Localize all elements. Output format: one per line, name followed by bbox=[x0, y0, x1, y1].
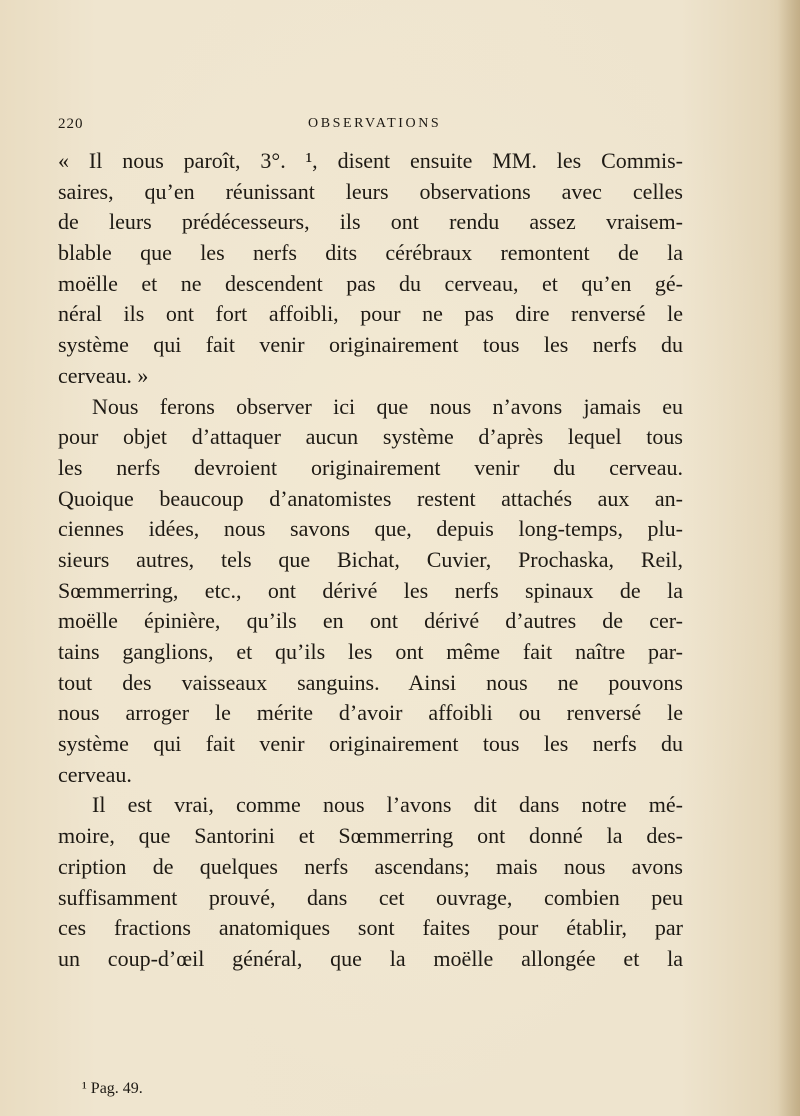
text-line: système qui fait venir originairement tous les nerfs du bbox=[58, 731, 683, 757]
page-header bbox=[58, 116, 683, 140]
text-line: cerveau. bbox=[58, 761, 132, 787]
text-line: nous arroger le mérite d’avoir affoibli ou renversé le bbox=[58, 700, 683, 726]
text-line: « Il nous paroît, 3°. ¹, disent ensuite MM. les Commis- bbox=[58, 148, 683, 173]
text-line: un coup-d’œil général, que la moëlle allongée et la bbox=[58, 945, 683, 971]
body-text bbox=[58, 146, 683, 975]
text-line: les nerfs devroient originairement venir du cerveau. bbox=[58, 454, 683, 480]
text-line: Quoique beaucoup d’anatomistes restent attachés aux an- bbox=[58, 485, 683, 511]
text-line: suffisamment prouvé, dans cet ouvrage, combien peu bbox=[58, 884, 683, 910]
text-line: moëlle épinière, qu’ils en ont dérivé d’autres de cer- bbox=[58, 608, 683, 634]
text-line: tout des vaisseaux sanguins. Ainsi nous ne pouvons bbox=[58, 669, 683, 695]
text-line: Il est vrai, comme nous l’avons dit dans notre mé- bbox=[92, 792, 683, 818]
text-line: Sœmmerring, etc., ont dérivé les nerfs spinaux de la bbox=[58, 577, 683, 603]
text-line: saires, qu’en réunissant leurs observations avec celles bbox=[58, 178, 683, 204]
text-line: ciennes idées, nous savons que, depuis long-temps, plu- bbox=[58, 516, 683, 542]
text-line: Nous ferons observer ici que nous n’avons jamais eu bbox=[92, 393, 683, 419]
text-line: pour objet d’attaquer aucun système d’après lequel tous bbox=[58, 424, 683, 450]
running-head: OBSERVATIONS bbox=[308, 116, 442, 131]
text-line: de leurs prédécesseurs, ils ont rendu assez vraisem- bbox=[58, 209, 683, 235]
text-line: ces fractions anatomiques sont faites pour établir, par bbox=[58, 915, 683, 941]
page-number: 220 bbox=[58, 116, 84, 132]
text-line: blable que les nerfs dits cérébraux remontent de la bbox=[58, 240, 683, 266]
page-edge-shadow bbox=[778, 0, 800, 1116]
text-line: moëlle et ne descendent pas du cerveau, et qu’en gé- bbox=[58, 270, 683, 296]
text-line: système qui fait venir originairement tous les nerfs du bbox=[58, 332, 683, 358]
text-line: cription de quelques nerfs ascendans; mais nous avons bbox=[58, 853, 683, 879]
text-line: sieurs autres, tels que Bichat, Cuvier, Prochaska, Reil, bbox=[58, 546, 683, 572]
footnote: ¹ Pag. 49. bbox=[82, 1080, 143, 1097]
text-line: tains ganglions, et qu’ils les ont même fait naître par- bbox=[58, 639, 683, 664]
text-line: moire, que Santorini et Sœmmerring ont donné la des- bbox=[58, 823, 683, 849]
text-line: cerveau. » bbox=[58, 362, 149, 388]
text-line: néral ils ont fort affoibli, pour ne pas dire renversé le bbox=[58, 301, 683, 327]
